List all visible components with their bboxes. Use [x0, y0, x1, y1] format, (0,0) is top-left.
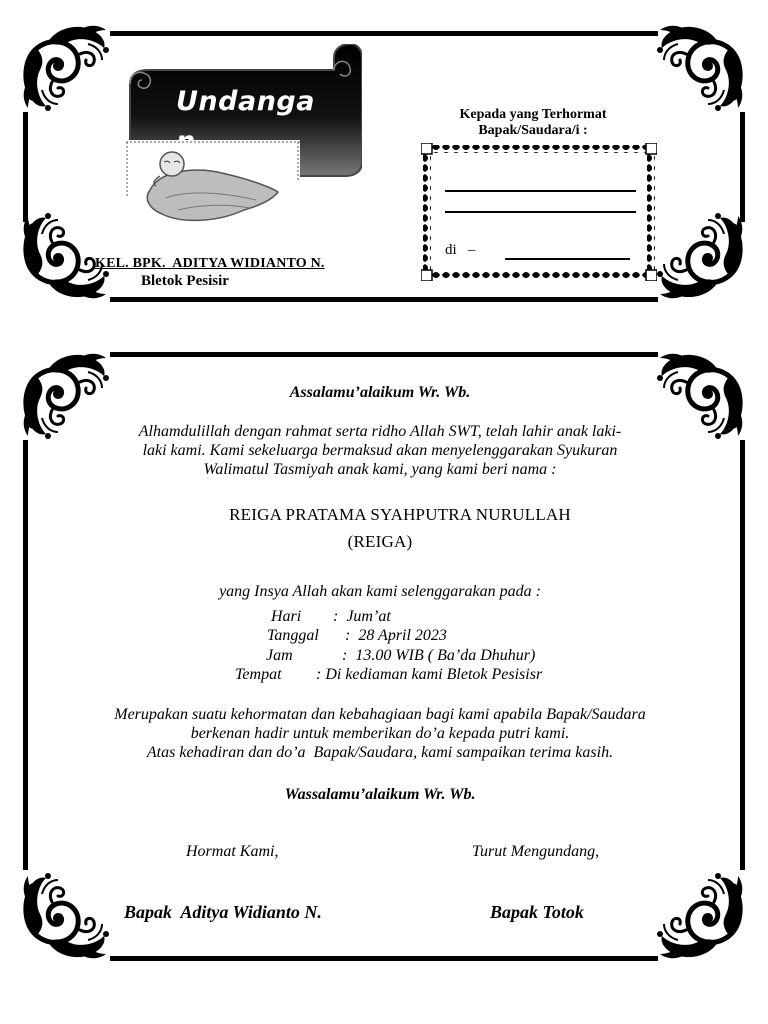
frame-right-line: [740, 440, 745, 870]
day-value: : Jum’at: [333, 608, 391, 625]
recipient-heading-line2: Bapak/Saudara/i :: [478, 123, 588, 138]
signer-right: Bapak Totok: [490, 902, 584, 922]
day-label: Hari: [271, 608, 302, 625]
child-full-name: REIGA PRATAMA SYAHPUTRA NURULLAH: [229, 505, 571, 524]
address-line-2: [445, 211, 636, 213]
recipient-heading-line1: Kepada yang Terhormat: [459, 107, 607, 122]
time-label: Jam: [266, 647, 293, 664]
frame-top-line: [110, 352, 658, 357]
frame-left-line: [23, 112, 28, 222]
corner-ornament-icon: [656, 872, 748, 964]
frame-right-line: [740, 112, 745, 222]
recipient-heading: [420, 107, 646, 139]
sleeping-baby-icon: [126, 140, 300, 226]
opening-greeting: Assalamu’alaikum Wr. Wb.: [289, 384, 471, 401]
closing-line: berkenan hadir untuk memberikan do’a kepada putri kami.: [190, 725, 570, 742]
corner-ornament-icon: [656, 20, 748, 112]
regards-left: Hormat Kami,: [186, 843, 279, 860]
frame-top-line: [110, 31, 658, 36]
frame-bottom-line: [110, 956, 658, 961]
date-label: Tanggal: [267, 627, 319, 644]
frame-left-line: [23, 440, 28, 870]
invitation-title: Undanga: [176, 86, 315, 117]
place-value: : Di kediaman kami Bletok Pesisisr: [316, 666, 543, 683]
signer-left: Bapak Aditya Widianto N.: [124, 902, 322, 922]
intro-paragraph: [40, 422, 720, 479]
closing-line: Atas kehadiran dan do’a Bapak/Saudara, kami sampaikan terima kasih.: [146, 744, 614, 761]
regards-right: Turut Mengundang,: [472, 843, 600, 860]
date-value: : 28 April 2023: [345, 627, 447, 644]
closing-paragraph: [40, 705, 720, 762]
address-di-label: di –: [445, 242, 476, 258]
corner-ornament-icon: [18, 20, 110, 112]
corner-ornament-icon: [18, 872, 110, 964]
intro-line: Alhamdulillah dengan rahmat serta ridho Allah SWT, telah lahir anak laki-: [138, 423, 622, 440]
event-intro: yang Insya Allah akan kami selenggarakan pada :: [219, 583, 541, 600]
child-nickname: (REIGA): [347, 532, 413, 551]
sender-family-name: KEL. BPK. ADITYA WIDIANTO N.: [95, 256, 325, 271]
address-line-1: [445, 190, 636, 192]
frame-bottom-line: [110, 297, 658, 302]
time-value: : 13.00 WIB ( Ba’da Dhuhur): [342, 647, 536, 664]
address-line-3: [505, 258, 630, 260]
corner-ornament-icon: [656, 212, 748, 304]
intro-line: Walimatul Tasmiyah anak kami, yang kami beri nama :: [203, 461, 557, 478]
place-label: Tempat: [235, 666, 282, 683]
sender-place: Bletok Pesisir: [141, 273, 229, 289]
intro-line: laki kami. Kami sekeluarga bermaksud akan menyelenggarakan Syukuran: [142, 442, 618, 459]
closing-line: Merupakan suatu kehormatan dan kebahagiaan bagi kami apabila Bapak/Saudara: [114, 706, 646, 723]
baby-illustration: [126, 140, 300, 226]
closing-salutation: Wassalamu’alaikum Wr. Wb.: [284, 786, 476, 803]
